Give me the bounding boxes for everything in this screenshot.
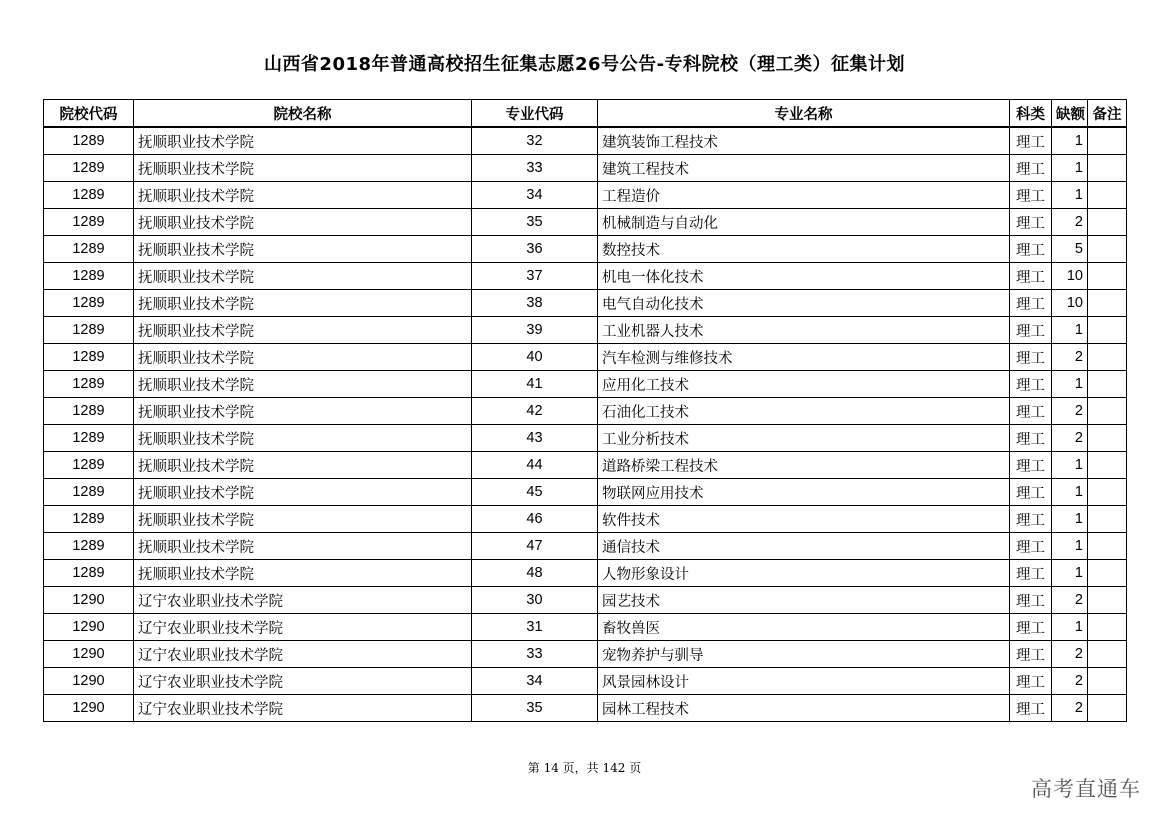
- vacancy-cell: 5: [1052, 236, 1088, 263]
- major-name-cell: 工程造价: [598, 182, 1010, 209]
- major-name-cell: 物联网应用技术: [598, 479, 1010, 506]
- school-name-cell: 抚顺职业技术学院: [134, 398, 472, 425]
- table-row: [44, 317, 1127, 344]
- major-name-cell: 软件技术: [598, 506, 1010, 533]
- school-code-cell: 1289: [44, 155, 134, 182]
- school-code-cell: 1290: [44, 668, 134, 695]
- col-header-school-name: 院校名称: [134, 100, 472, 128]
- major-code-cell: 32: [472, 127, 598, 155]
- major-name-cell: 人物形象设计: [598, 560, 1010, 587]
- page-title: 山西省2018年普通高校招生征集志愿26号公告-专科院校（理工类）征集计划: [263, 54, 906, 75]
- school-code-cell: 1289: [44, 398, 134, 425]
- school-code-cell: 1289: [44, 506, 134, 533]
- major-name-cell: 石油化工技术: [598, 398, 1010, 425]
- category-cell: 理工: [1010, 155, 1052, 182]
- remarks-cell: [1088, 236, 1127, 263]
- remarks-cell: [1088, 614, 1127, 641]
- enrollment-plan-table: [43, 99, 1127, 722]
- major-name-cell: 风景园林设计: [598, 668, 1010, 695]
- major-code-cell: 43: [472, 425, 598, 452]
- school-name-cell: 抚顺职业技术学院: [134, 533, 472, 560]
- table-row: [44, 506, 1127, 533]
- major-name-cell: 电气自动化技术: [598, 290, 1010, 317]
- school-name-cell: 抚顺职业技术学院: [134, 560, 472, 587]
- table-header-row: [44, 100, 1127, 128]
- table-row: [44, 263, 1127, 290]
- major-code-cell: 48: [472, 560, 598, 587]
- major-name-cell: 汽车检测与维修技术: [598, 344, 1010, 371]
- category-cell: 理工: [1010, 587, 1052, 614]
- major-code-cell: 45: [472, 479, 598, 506]
- table-row: [44, 668, 1127, 695]
- school-name-cell: 辽宁农业职业技术学院: [134, 614, 472, 641]
- table-row: [44, 587, 1127, 614]
- category-cell: 理工: [1010, 614, 1052, 641]
- school-name-cell: 抚顺职业技术学院: [134, 371, 472, 398]
- major-code-cell: 30: [472, 587, 598, 614]
- vacancy-cell: 10: [1052, 290, 1088, 317]
- col-header-major-code: 专业代码: [472, 100, 598, 128]
- vacancy-cell: 1: [1052, 371, 1088, 398]
- school-name-cell: 抚顺职业技术学院: [134, 127, 472, 155]
- table-row: [44, 127, 1127, 155]
- remarks-cell: [1088, 155, 1127, 182]
- major-name-cell: 建筑装饰工程技术: [598, 127, 1010, 155]
- school-name-cell: 辽宁农业职业技术学院: [134, 641, 472, 668]
- major-code-cell: 33: [472, 155, 598, 182]
- school-name-cell: 抚顺职业技术学院: [134, 344, 472, 371]
- school-code-cell: 1289: [44, 127, 134, 155]
- remarks-cell: [1088, 182, 1127, 209]
- major-code-cell: 34: [472, 668, 598, 695]
- school-code-cell: 1289: [44, 533, 134, 560]
- major-code-cell: 35: [472, 209, 598, 236]
- school-code-cell: 1290: [44, 587, 134, 614]
- major-code-cell: 42: [472, 398, 598, 425]
- category-cell: 理工: [1010, 344, 1052, 371]
- major-code-cell: 35: [472, 695, 598, 722]
- table-row: [44, 236, 1127, 263]
- school-code-cell: 1289: [44, 371, 134, 398]
- major-code-cell: 33: [472, 641, 598, 668]
- vacancy-cell: 1: [1052, 614, 1088, 641]
- major-code-cell: 40: [472, 344, 598, 371]
- vacancy-cell: 1: [1052, 182, 1088, 209]
- table-row: [44, 425, 1127, 452]
- major-code-cell: 31: [472, 614, 598, 641]
- school-code-cell: 1289: [44, 452, 134, 479]
- category-cell: 理工: [1010, 479, 1052, 506]
- vacancy-cell: 2: [1052, 209, 1088, 236]
- category-cell: 理工: [1010, 398, 1052, 425]
- school-name-cell: 抚顺职业技术学院: [134, 479, 472, 506]
- school-name-cell: 抚顺职业技术学院: [134, 425, 472, 452]
- vacancy-cell: 1: [1052, 452, 1088, 479]
- category-cell: 理工: [1010, 236, 1052, 263]
- major-code-cell: 41: [472, 371, 598, 398]
- table-row: [44, 290, 1127, 317]
- school-code-cell: 1289: [44, 182, 134, 209]
- table-row: [44, 479, 1127, 506]
- school-name-cell: 抚顺职业技术学院: [134, 506, 472, 533]
- school-code-cell: 1289: [44, 425, 134, 452]
- remarks-cell: [1088, 506, 1127, 533]
- table-row: [44, 560, 1127, 587]
- school-name-cell: 抚顺职业技术学院: [134, 182, 472, 209]
- remarks-cell: [1088, 668, 1127, 695]
- vacancy-cell: 1: [1052, 533, 1088, 560]
- table-row: [44, 155, 1127, 182]
- school-name-cell: 抚顺职业技术学院: [134, 452, 472, 479]
- table-row: [44, 182, 1127, 209]
- watermark: 高考直通车: [1031, 777, 1141, 801]
- remarks-cell: [1088, 371, 1127, 398]
- category-cell: 理工: [1010, 290, 1052, 317]
- vacancy-cell: 10: [1052, 263, 1088, 290]
- table-row: [44, 344, 1127, 371]
- category-cell: 理工: [1010, 127, 1052, 155]
- vacancy-cell: 2: [1052, 425, 1088, 452]
- school-code-cell: 1289: [44, 209, 134, 236]
- school-code-cell: 1290: [44, 641, 134, 668]
- remarks-cell: [1088, 452, 1127, 479]
- remarks-cell: [1088, 290, 1127, 317]
- table-row: [44, 452, 1127, 479]
- remarks-cell: [1088, 209, 1127, 236]
- school-code-cell: 1289: [44, 344, 134, 371]
- major-name-cell: 工业机器人技术: [598, 317, 1010, 344]
- remarks-cell: [1088, 533, 1127, 560]
- vacancy-cell: 1: [1052, 560, 1088, 587]
- category-cell: 理工: [1010, 425, 1052, 452]
- major-name-cell: 应用化工技术: [598, 371, 1010, 398]
- col-header-vacancy: 缺额: [1052, 100, 1088, 128]
- school-name-cell: 辽宁农业职业技术学院: [134, 587, 472, 614]
- table-row: [44, 614, 1127, 641]
- school-name-cell: 抚顺职业技术学院: [134, 290, 472, 317]
- col-header-remarks: 备注: [1088, 100, 1127, 128]
- vacancy-cell: 1: [1052, 317, 1088, 344]
- remarks-cell: [1088, 398, 1127, 425]
- major-code-cell: 38: [472, 290, 598, 317]
- vacancy-cell: 2: [1052, 695, 1088, 722]
- remarks-cell: [1088, 425, 1127, 452]
- remarks-cell: [1088, 695, 1127, 722]
- remarks-cell: [1088, 641, 1127, 668]
- major-code-cell: 44: [472, 452, 598, 479]
- major-code-cell: 34: [472, 182, 598, 209]
- vacancy-cell: 2: [1052, 587, 1088, 614]
- school-name-cell: 抚顺职业技术学院: [134, 263, 472, 290]
- major-name-cell: 工业分析技术: [598, 425, 1010, 452]
- col-header-category: 科类: [1010, 100, 1052, 128]
- major-name-cell: 建筑工程技术: [598, 155, 1010, 182]
- category-cell: 理工: [1010, 506, 1052, 533]
- table-row: [44, 371, 1127, 398]
- major-code-cell: 36: [472, 236, 598, 263]
- remarks-cell: [1088, 560, 1127, 587]
- table-row: [44, 533, 1127, 560]
- category-cell: 理工: [1010, 182, 1052, 209]
- remarks-cell: [1088, 344, 1127, 371]
- school-code-cell: 1289: [44, 263, 134, 290]
- remarks-cell: [1088, 587, 1127, 614]
- category-cell: 理工: [1010, 695, 1052, 722]
- major-name-cell: 畜牧兽医: [598, 614, 1010, 641]
- category-cell: 理工: [1010, 452, 1052, 479]
- school-name-cell: 辽宁农业职业技术学院: [134, 668, 472, 695]
- category-cell: 理工: [1010, 209, 1052, 236]
- major-code-cell: 46: [472, 506, 598, 533]
- vacancy-cell: 2: [1052, 668, 1088, 695]
- category-cell: 理工: [1010, 317, 1052, 344]
- remarks-cell: [1088, 479, 1127, 506]
- vacancy-cell: 2: [1052, 344, 1088, 371]
- school-name-cell: 抚顺职业技术学院: [134, 209, 472, 236]
- major-name-cell: 道路桥梁工程技术: [598, 452, 1010, 479]
- remarks-cell: [1088, 263, 1127, 290]
- school-name-cell: 抚顺职业技术学院: [134, 317, 472, 344]
- major-name-cell: 园林工程技术: [598, 695, 1010, 722]
- table-row: [44, 209, 1127, 236]
- category-cell: 理工: [1010, 371, 1052, 398]
- category-cell: 理工: [1010, 560, 1052, 587]
- table-row: [44, 641, 1127, 668]
- category-cell: 理工: [1010, 263, 1052, 290]
- table-row: [44, 398, 1127, 425]
- school-code-cell: 1289: [44, 560, 134, 587]
- col-header-major-name: 专业名称: [598, 100, 1010, 128]
- major-name-cell: 机械制造与自动化: [598, 209, 1010, 236]
- school-code-cell: 1290: [44, 695, 134, 722]
- table-row: [44, 695, 1127, 722]
- school-code-cell: 1290: [44, 614, 134, 641]
- vacancy-cell: 1: [1052, 479, 1088, 506]
- major-name-cell: 园艺技术: [598, 587, 1010, 614]
- remarks-cell: [1088, 127, 1127, 155]
- vacancy-cell: 2: [1052, 641, 1088, 668]
- school-name-cell: 抚顺职业技术学院: [134, 155, 472, 182]
- school-name-cell: 抚顺职业技术学院: [134, 236, 472, 263]
- remarks-cell: [1088, 317, 1127, 344]
- page-number: 第 14 页，共 142 页: [527, 761, 642, 775]
- vacancy-cell: 2: [1052, 398, 1088, 425]
- major-code-cell: 37: [472, 263, 598, 290]
- vacancy-cell: 1: [1052, 506, 1088, 533]
- major-name-cell: 宠物养护与驯导: [598, 641, 1010, 668]
- school-name-cell: 辽宁农业职业技术学院: [134, 695, 472, 722]
- category-cell: 理工: [1010, 668, 1052, 695]
- vacancy-cell: 1: [1052, 155, 1088, 182]
- major-code-cell: 47: [472, 533, 598, 560]
- vacancy-cell: 1: [1052, 127, 1088, 155]
- category-cell: 理工: [1010, 533, 1052, 560]
- school-code-cell: 1289: [44, 479, 134, 506]
- table-body: [44, 127, 1127, 722]
- major-name-cell: 数控技术: [598, 236, 1010, 263]
- major-name-cell: 通信技术: [598, 533, 1010, 560]
- major-code-cell: 39: [472, 317, 598, 344]
- col-header-school-code: 院校代码: [44, 100, 134, 128]
- school-code-cell: 1289: [44, 290, 134, 317]
- category-cell: 理工: [1010, 641, 1052, 668]
- school-code-cell: 1289: [44, 317, 134, 344]
- major-name-cell: 机电一体化技术: [598, 263, 1010, 290]
- school-code-cell: 1289: [44, 236, 134, 263]
